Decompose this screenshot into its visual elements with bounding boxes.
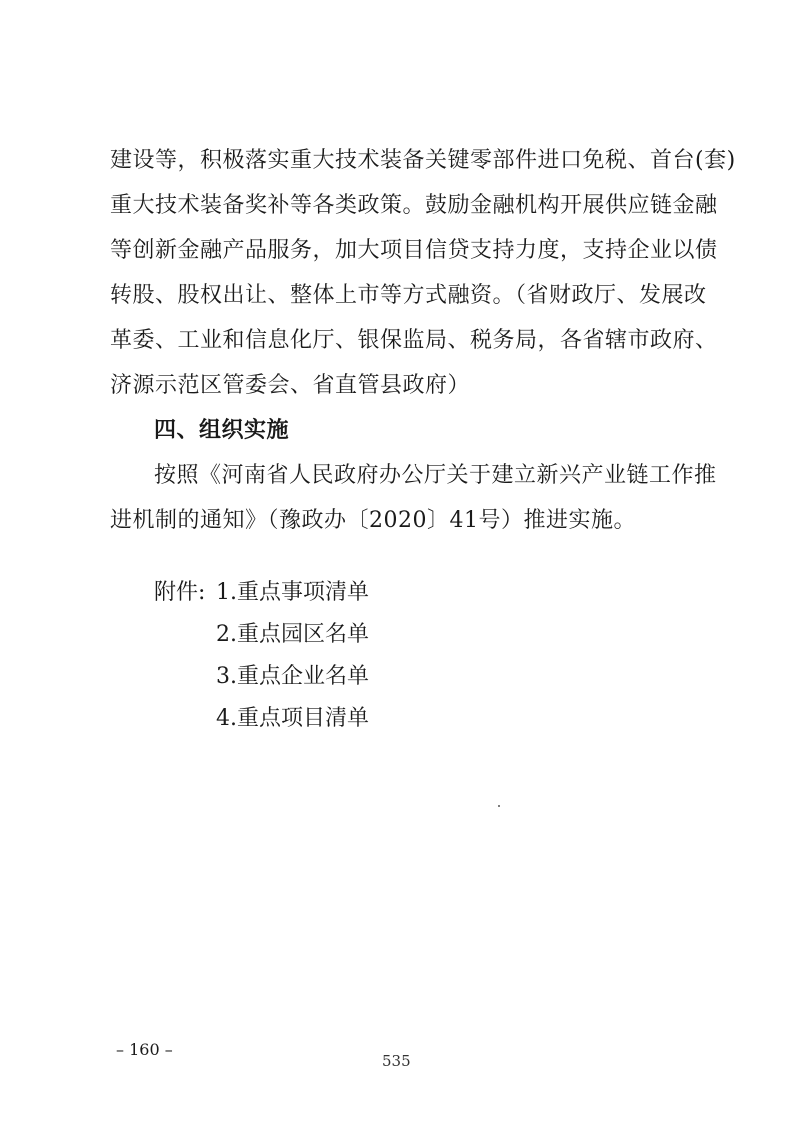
section-line-1: 按照《河南省人民政府办公厅关于建立新兴产业链工作推 xyxy=(154,463,717,488)
body-line-2: 重大技术装备奖补等各类政策。鼓励金融机构开展供应链金融 xyxy=(110,193,718,218)
body-line-1: 建设等，积极落实重大技术装备关键零部件进口免税、首台(套) xyxy=(110,148,736,173)
attachments-list xyxy=(154,572,554,740)
section-heading: 四、组织实施 xyxy=(154,418,290,443)
body-line-6: 济源示范区管委会、省直管县政府） xyxy=(110,373,471,398)
body-text xyxy=(110,138,736,543)
attachment-row xyxy=(154,614,554,656)
attachment-row xyxy=(154,656,554,698)
attachment-item-3: 3.重点企业名单 xyxy=(216,664,369,689)
body-line-4: 转股、股权出让、整体上市等方式融资。（省财政厅、发展改 xyxy=(110,283,707,308)
stamp-number: 535 xyxy=(382,1052,411,1070)
body-line-3: 等创新金融产品服务，加大项目信贷支持力度，支持企业以债 xyxy=(110,238,718,263)
section-line-2: 进机制的通知》（豫政办〔2020〕41号）推进实施。 xyxy=(110,508,636,533)
attachment-item-4: 4.重点项目清单 xyxy=(216,706,369,731)
body-line-5: 革委、工业和信息化厅、银保监局、税务局，各省辖市政府、 xyxy=(110,328,718,353)
attachments-label: 附件: xyxy=(154,580,206,605)
attachment-row xyxy=(154,698,554,740)
page-number: – 160 – xyxy=(116,1040,173,1059)
attachment-row xyxy=(154,572,554,614)
attachment-item-1: 1.重点事项清单 xyxy=(216,580,369,605)
attachment-item-2: 2.重点园区名单 xyxy=(216,622,369,647)
scan-speck xyxy=(498,805,500,807)
